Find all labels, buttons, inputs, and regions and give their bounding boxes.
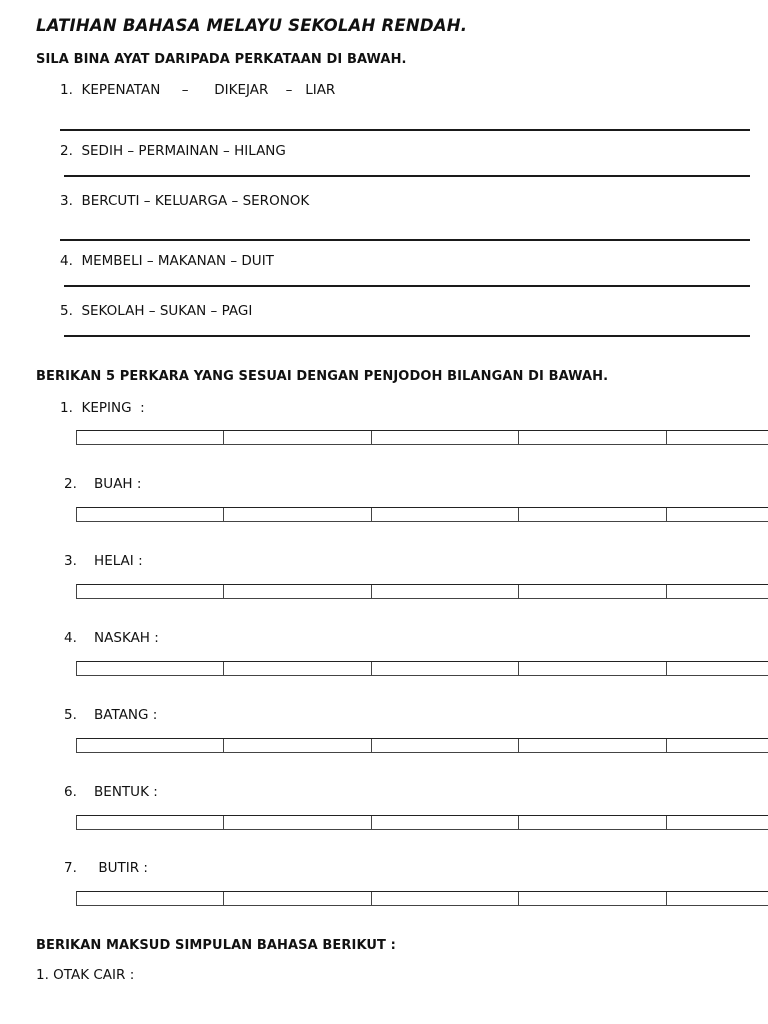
answer-box-divider xyxy=(223,508,224,521)
answer-box-divider xyxy=(518,585,519,598)
section2-heading: BERIKAN 5 PERKARA YANG SESUAI DENGAN PENJODOH BILANGAN DI BAWAH. xyxy=(36,369,609,384)
answer-box-divider xyxy=(223,431,224,444)
section1-item-5: 5. SEKOLAH – SUKAN – PAGI xyxy=(60,303,253,319)
answer-box-divider xyxy=(371,508,372,521)
answer-box-divider xyxy=(518,662,519,675)
answer-box-divider xyxy=(518,508,519,521)
section1-item-2: 2. SEDIH – PERMAINAN – HILANG xyxy=(60,143,286,159)
answer-box-divider xyxy=(371,662,372,675)
section3-heading: BERIKAN MAKSUD SIMPULAN BAHASA BERIKUT : xyxy=(36,938,396,953)
section2-item-1: 1. KEPING : xyxy=(60,400,145,416)
section1-item-3: 3. BERCUTI – KELUARGA – SERONOK xyxy=(60,193,310,209)
answer-box-row-2 xyxy=(76,507,768,522)
answer-box-divider xyxy=(223,585,224,598)
section2-item-3: 3. HELAI : xyxy=(64,553,143,569)
answer-line-2[interactable] xyxy=(64,175,750,177)
answer-box-row-5 xyxy=(76,738,768,753)
answer-box-divider xyxy=(223,892,224,905)
answer-box-divider xyxy=(518,816,519,829)
answer-box-divider xyxy=(518,892,519,905)
answer-box-divider xyxy=(223,816,224,829)
answer-box-divider xyxy=(666,662,667,675)
answer-box-row-7 xyxy=(76,891,768,906)
answer-box-divider xyxy=(666,892,667,905)
answer-box-divider xyxy=(371,892,372,905)
section1-item-1: 1. KEPENATAN – DIKEJAR – LIAR xyxy=(60,82,336,98)
answer-line-1[interactable] xyxy=(60,129,750,131)
answer-line-3[interactable] xyxy=(60,239,750,241)
answer-box-divider xyxy=(223,739,224,752)
answer-box-divider xyxy=(371,585,372,598)
answer-box-divider xyxy=(666,431,667,444)
section2-item-5: 5. BATANG : xyxy=(64,707,158,723)
answer-box-divider xyxy=(666,816,667,829)
answer-box-row-3 xyxy=(76,584,768,599)
section2-item-7: 7. BUTIR : xyxy=(64,860,148,876)
answer-line-4[interactable] xyxy=(64,285,750,287)
section2-item-2: 2. BUAH : xyxy=(64,476,142,492)
section1-item-4: 4. MEMBELI – MAKANAN – DUIT xyxy=(60,253,274,269)
answer-box-divider xyxy=(223,662,224,675)
answer-box-divider xyxy=(371,739,372,752)
answer-box-divider xyxy=(666,508,667,521)
answer-box-divider xyxy=(518,431,519,444)
section2-item-6: 6. BENTUK : xyxy=(64,784,158,800)
worksheet-title: LATIHAN BAHASA MELAYU SEKOLAH RENDAH. xyxy=(36,16,468,35)
answer-box-divider xyxy=(666,585,667,598)
answer-box-row-6 xyxy=(76,815,768,830)
answer-box-row-1 xyxy=(76,430,768,445)
answer-box-divider xyxy=(371,431,372,444)
section2-item-4: 4. NASKAH : xyxy=(64,630,159,646)
answer-line-5[interactable] xyxy=(64,335,750,337)
section3-item-1: 1. OTAK CAIR : xyxy=(36,967,135,983)
section1-heading: SILA BINA AYAT DARIPADA PERKATAAN DI BAWAH. xyxy=(36,52,407,67)
answer-box-divider xyxy=(518,739,519,752)
answer-box-divider xyxy=(371,816,372,829)
answer-box-row-4 xyxy=(76,661,768,676)
answer-box-divider xyxy=(666,739,667,752)
